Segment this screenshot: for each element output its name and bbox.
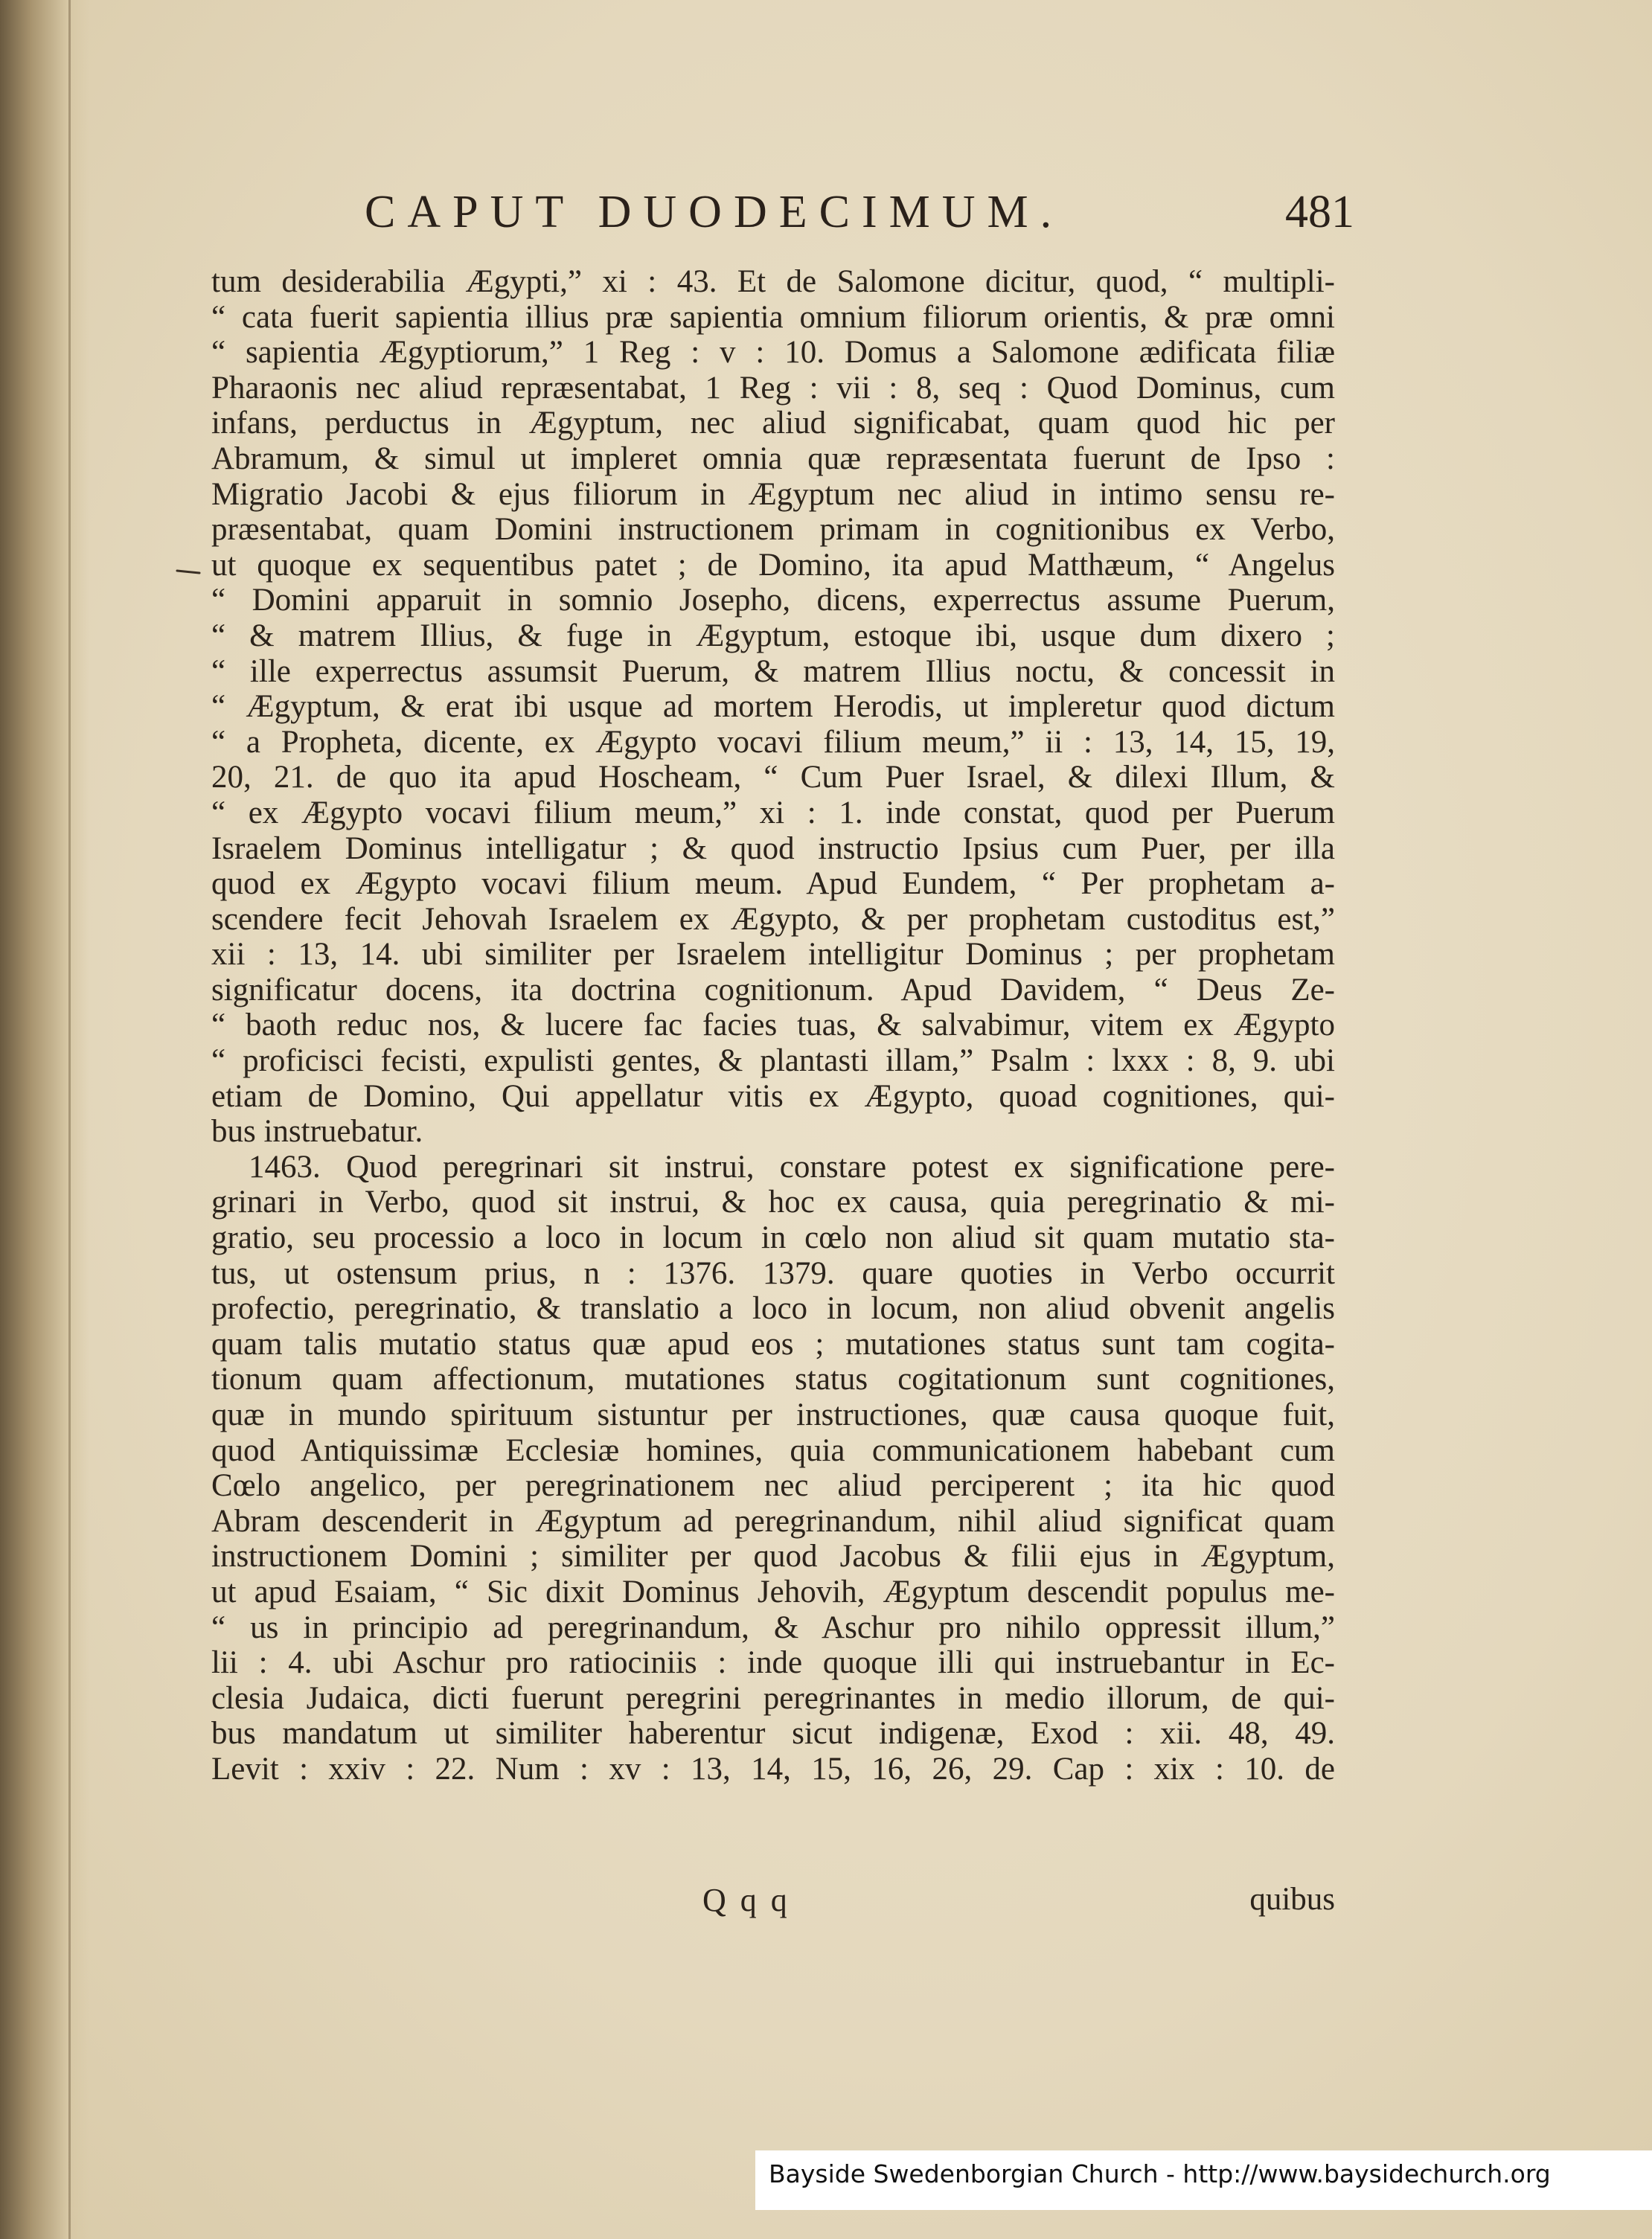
running-title: CAPUT DUODECIMUM.	[365, 187, 1064, 237]
text-line: clesia Judaica, dicti fuerunt peregrini peregrinantes in medio illorum, de qui-	[211, 1680, 1335, 1716]
text-line: significatur docens, ita doctrina cognitionum. Apud Davidem, “ Deus Ze-	[211, 972, 1335, 1008]
text-line: “ sapientia Ægyptiorum,” 1 Reg : v : 10. Domus a Salomone ædificata filiæ	[211, 335, 1335, 371]
text-line: 20, 21. de quo ita apud Hoscheam, “ Cum Puer Israel, & dilexi Illum, &	[211, 760, 1335, 795]
text-line: Cœlo angelico, per peregrinationem nec aliud perciperent ; ita hic quod	[211, 1468, 1335, 1504]
text-line: tus, ut ostensum prius, n : 1376. 1379. quare quoties in Verbo occurrit	[211, 1255, 1335, 1291]
text-line: “ proficisci fecisti, expulisti gentes, & plantasti illam,” Psalm : lxxx : 8, 9. ubi	[211, 1043, 1335, 1079]
text-line: xii : 13, 14. ubi similiter per Israelem intelligitur Dominus ; per prophetam	[211, 937, 1335, 973]
text-line: tum desiderabilia Ægypti,” xi : 43. Et de Salomone dicitur, quod, “ multipli-	[211, 264, 1335, 299]
text-line: profectio, peregrinatio, & translatio a loco in locum, non aliud obvenit angelis	[211, 1291, 1335, 1327]
text-line: “ & matrem Illius, & fuge in Ægyptum, estoque ibi, usque dum dixero ;	[211, 618, 1335, 653]
text-line: Migratio Jacobi & ejus filiorum in Ægyptum nec aliud in intimo sensu re-	[211, 476, 1335, 512]
text-line: grinari in Verbo, quod sit instrui, & hoc ex causa, quia peregrinatio & mi-	[211, 1185, 1335, 1220]
text-line: quod Antiquissimæ Ecclesiæ homines, quia communicationem habebant cum	[211, 1432, 1335, 1468]
text-line: quod ex Ægypto vocavi filium meum. Apud Eundem, “ Per prophetam a-	[211, 866, 1335, 902]
text-line: Pharaonis nec aliud repræsentabat, 1 Reg : vii : 8, seq : Quod Dominus, cum	[211, 370, 1335, 406]
text-line: Abram descenderit in Ægyptum ad peregrinandum, nihil aliud significat quam	[211, 1503, 1335, 1539]
text-line: “ a Propheta, dicente, ex Ægypto vocavi filium meum,” ii : 13, 14, 15, 19,	[211, 724, 1335, 760]
page-gutter-shadow	[0, 0, 89, 2239]
text-line: infans, perductus in Ægyptum, nec aliud significabat, quam quod hic per	[211, 406, 1335, 441]
text-line: “ Ægyptum, & erat ibi usque ad mortem Herodis, ut impleretur quod dictum	[211, 689, 1335, 725]
text-line: “ Domini apparuit in somnio Josepho, dicens, experrectus assume Puerum,	[211, 583, 1335, 618]
text-line: “ ille experrectus assumsit Puerum, & matrem Illius noctu, & concessit in	[211, 653, 1335, 689]
text-line: etiam de Domino, Qui appellatur vitis ex Ægypto, quoad cognitiones, qui-	[211, 1078, 1335, 1114]
running-header	[365, 186, 1354, 246]
text-line: præsentabat, quam Domini instructionem primam in cognitionibus ex Verbo,	[211, 512, 1335, 548]
text-line: instructionem Domini ; similiter per quod Jacobus & filii ejus in Ægyptum,	[211, 1539, 1335, 1575]
catchword: quibus	[1249, 1882, 1335, 1917]
text-line: ut quoque ex sequentibus patet ; de Domino, ita apud Matthæum, “ Angelus	[211, 547, 1335, 583]
text-line: ut apud Esaiam, “ Sic dixit Dominus Jehovih, Ægyptum descendit populus me-	[211, 1574, 1335, 1609]
text-line: bus mandatum ut similiter haberentur sicut indigenæ, Exod : xii. 48, 49.	[211, 1716, 1335, 1752]
margin-pencil-mark	[176, 568, 201, 575]
text-line: gratio, seu processio a loco in locum in cœlo non aliud sit quam mutatio sta-	[211, 1220, 1335, 1256]
text-line: Abramum, & simul ut impleret omnia quæ repræsentata fuerunt de Ipso :	[211, 441, 1335, 476]
binding-fold	[68, 0, 71, 2239]
body-text	[211, 264, 1335, 1787]
text-line: “ us in principio ad peregrinandum, & Aschur pro nihilo oppressit illum,”	[211, 1609, 1335, 1645]
signature-mark: Q q q	[702, 1882, 790, 1918]
text-line: Levit : xxiv : 22. Num : xv : 13, 14, 15, 16, 26, 29. Cap : xix : 10. de	[211, 1751, 1335, 1787]
paragraph-end-line: bus instruebatur.	[211, 1114, 423, 1150]
text-line: “ baoth reduc nos, & lucere fac facies tuas, & salvabimur, vitem ex Ægypto	[211, 1008, 1335, 1043]
text-line: quam talis mutatio status quæ apud eos ; mutationes status sunt tam cogita-	[211, 1326, 1335, 1362]
watermark-text: Bayside Swedenborgian Church - http://www.baysidechurch.org	[769, 2159, 1551, 2188]
text-line: lii : 4. ubi Aschur pro ratiociniis : inde quoque illi qui instruebantur in Ec-	[211, 1645, 1335, 1681]
paragraph-start-line: 1463. Quod peregrinari sit instrui, constare potest ex significatione pere-	[249, 1149, 1335, 1185]
text-line: scendere fecit Jehovah Israelem ex Ægypto, & per prophetam custoditus est,”	[211, 901, 1335, 937]
text-line: tionum quam affectionum, mutationes status cogitationum sunt cognitiones,	[211, 1362, 1335, 1397]
text-line: “ ex Ægypto vocavi filium meum,” xi : 1. inde constat, quod per Puerum	[211, 795, 1335, 830]
page-footer	[211, 1881, 1335, 1918]
text-line: Israelem Dominus intelligatur ; & quod instructio Ipsius cum Puer, per illa	[211, 830, 1335, 866]
page-number: 481	[1285, 187, 1354, 237]
text-line: quæ in mundo spirituum sistuntur per instructiones, quæ causa quoque fuit,	[211, 1397, 1335, 1432]
text-line: “ cata fuerit sapientia illius præ sapientia omnium filiorum orientis, & præ omni	[211, 299, 1335, 335]
watermark-banner	[755, 2150, 1652, 2210]
